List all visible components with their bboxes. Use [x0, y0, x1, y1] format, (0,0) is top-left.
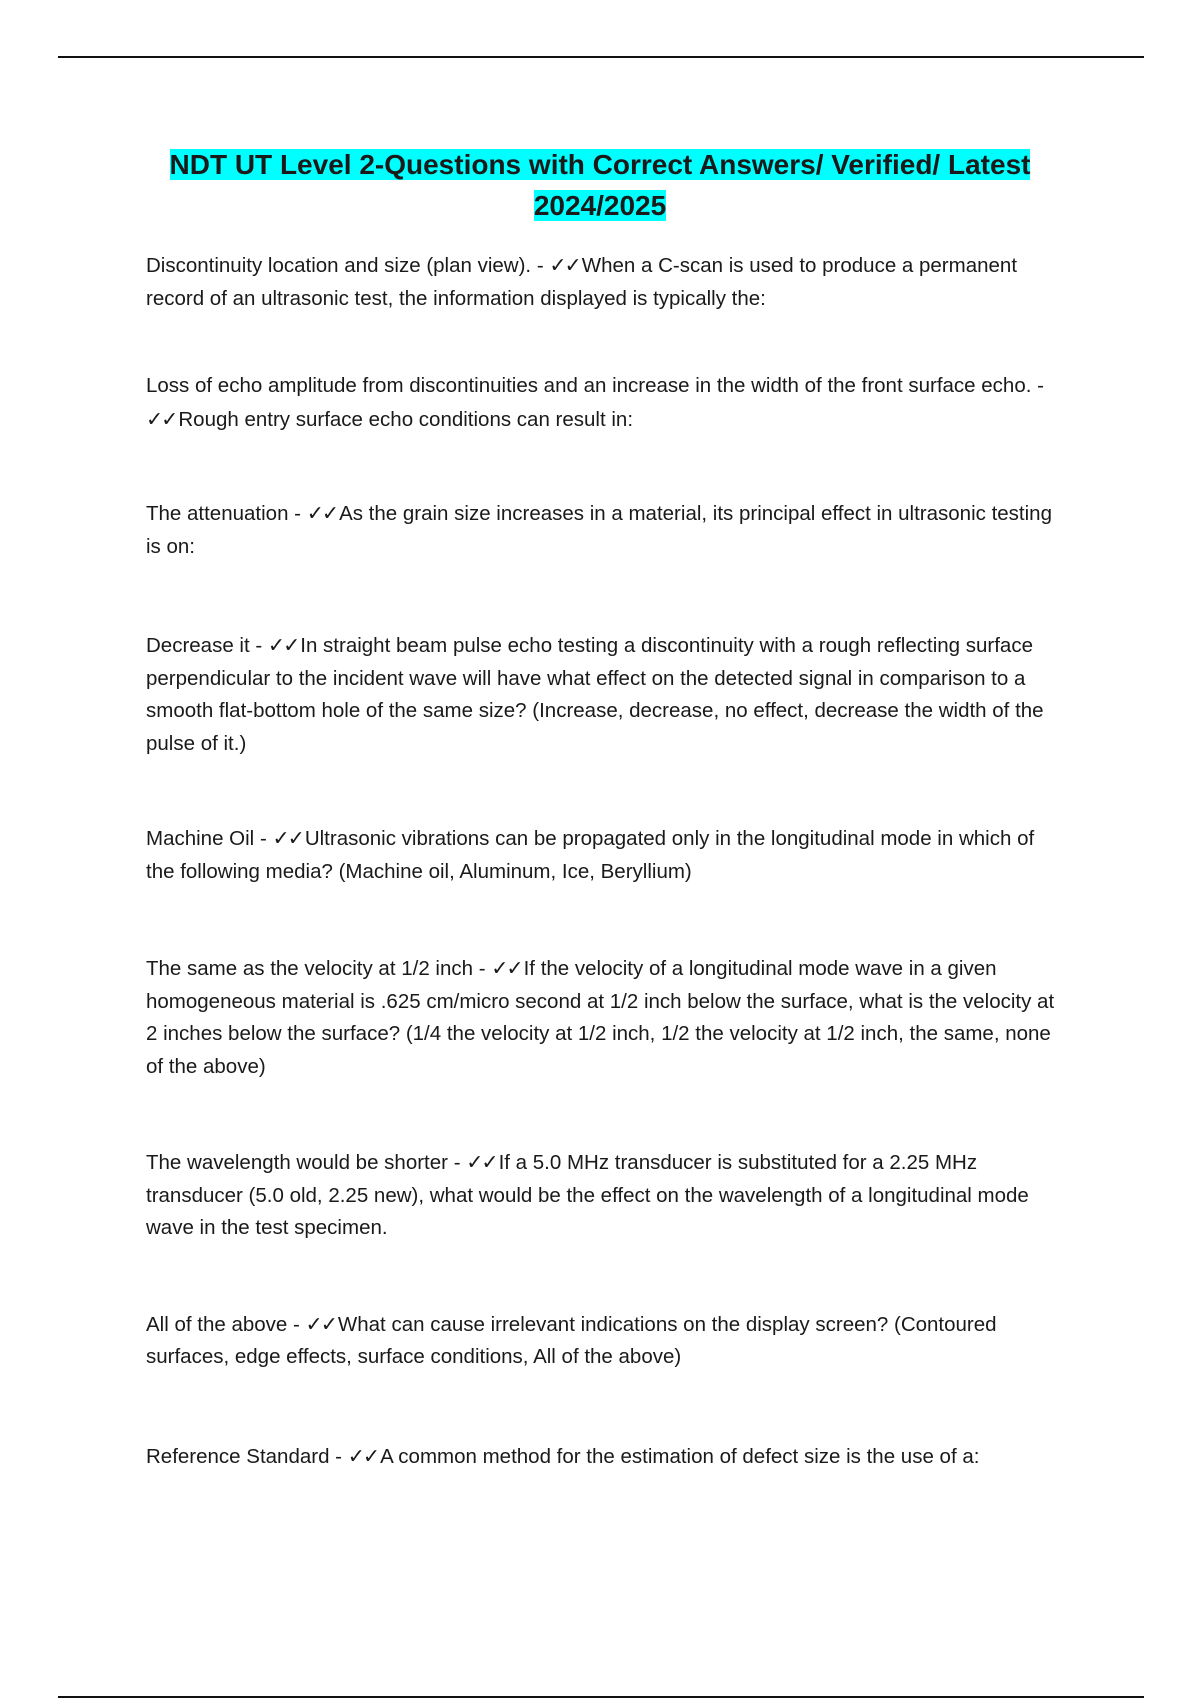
double-check-icon: ✓✓: [347, 1443, 379, 1468]
qa-item-5: [146, 822, 1066, 888]
double-check-icon: ✓✓: [549, 253, 580, 277]
question-text: Rough entry surface echo conditions can result in:: [178, 407, 634, 431]
answer-text: Reference Standard: [146, 1444, 330, 1468]
qa-item-7: [146, 1146, 1066, 1245]
answer-text: Discontinuity location and size (plan view).: [146, 254, 532, 277]
qa-item-3: [146, 497, 1066, 563]
question-text: In straight beam pulse echo testing a discontinuity with a rough reflecting surface perpendicular to the incident wave will have what effect on the detected signal in comparison to a smooth flat-bottom hole of the same size? (Increase, decrease, no effect, decrease the width of the pulse of it.): [146, 634, 1044, 755]
answer-text: Machine Oil: [146, 827, 255, 850]
question-text: As the grain size increases in a material, its principal effect in ultrasonic testing is on:: [146, 502, 1052, 558]
separator: -: [249, 634, 268, 657]
separator: -: [473, 957, 492, 980]
double-check-icon: ✓✓: [491, 956, 522, 980]
separator: -: [254, 827, 273, 850]
qa-item-9: [146, 1440, 1066, 1474]
top-rule: [58, 56, 1144, 58]
title-line-2: 2024/2025: [533, 190, 667, 221]
separator: -: [448, 1151, 467, 1174]
answer-text: The wavelength would be shorter: [146, 1151, 448, 1174]
answer-text: The same as the velocity at 1/2 inch: [146, 957, 474, 980]
qa-item-1: [146, 249, 1066, 315]
separator: -: [531, 254, 550, 277]
answer-text: Loss of echo amplitude from discontinuities and an increase in the width of the front surface echo.: [146, 374, 1032, 397]
answer-text: All of the above: [146, 1312, 288, 1336]
title-line-1: NDT UT Level 2-Questions with Correct Answers/ Verified/ Latest: [169, 149, 1031, 180]
separator: -: [288, 502, 307, 525]
qa-item-4: [146, 629, 1066, 760]
question-text: A common method for the estimation of defect size is the use of a:: [380, 1444, 980, 1468]
separator: -: [287, 1312, 306, 1336]
answer-text: Decrease it: [146, 634, 250, 657]
answer-text: The attenuation: [146, 502, 289, 525]
double-check-icon: ✓✓: [267, 633, 299, 657]
question-text: What can cause irrelevant indications on the display screen? (Contoured surfaces, edge effects, surface conditions, All of the above): [146, 1312, 997, 1368]
qa-item-8: [146, 1308, 1066, 1374]
question-text: When a C-scan is used to produce a permanent record of an ultrasonic test, the information displayed is typically the:: [146, 254, 1018, 310]
double-check-icon: ✓✓: [466, 1150, 497, 1174]
double-check-icon: ✓✓: [306, 501, 338, 525]
question-text: If a 5.0 MHz transducer is substituted for a 2.25 MHz transducer (5.0 old, 2.25 new), what would be the effect on the wavelength of a longitudinal mode wave in the test specimen.: [146, 1151, 1029, 1239]
qa-item-2: [146, 370, 1066, 436]
qa-list: [146, 249, 1066, 1473]
double-check-icon: ✓✓: [146, 406, 177, 431]
bottom-rule: [58, 1696, 1144, 1698]
separator: -: [1031, 374, 1044, 397]
double-check-icon: ✓✓: [272, 826, 303, 850]
qa-item-6: [146, 952, 1066, 1083]
separator: -: [329, 1444, 348, 1468]
question-text: If the velocity of a longitudinal mode wave in a given homogeneous material is .625 cm/micro second at 1/2 inch below the surface, what is the velocity at 2 inches below the surface? (1/4 the velocity at 1/2 inch, 1/2 the velocity at 1/2 inch, the same, none of the above): [146, 957, 1055, 1078]
double-check-icon: ✓✓: [305, 1311, 336, 1336]
question-text: Ultrasonic vibrations can be propagated only in the longitudinal mode in which of the following media? (Machine oil, Aluminum, Ice, Beryllium): [146, 827, 1035, 883]
document-title: [100, 144, 1100, 226]
